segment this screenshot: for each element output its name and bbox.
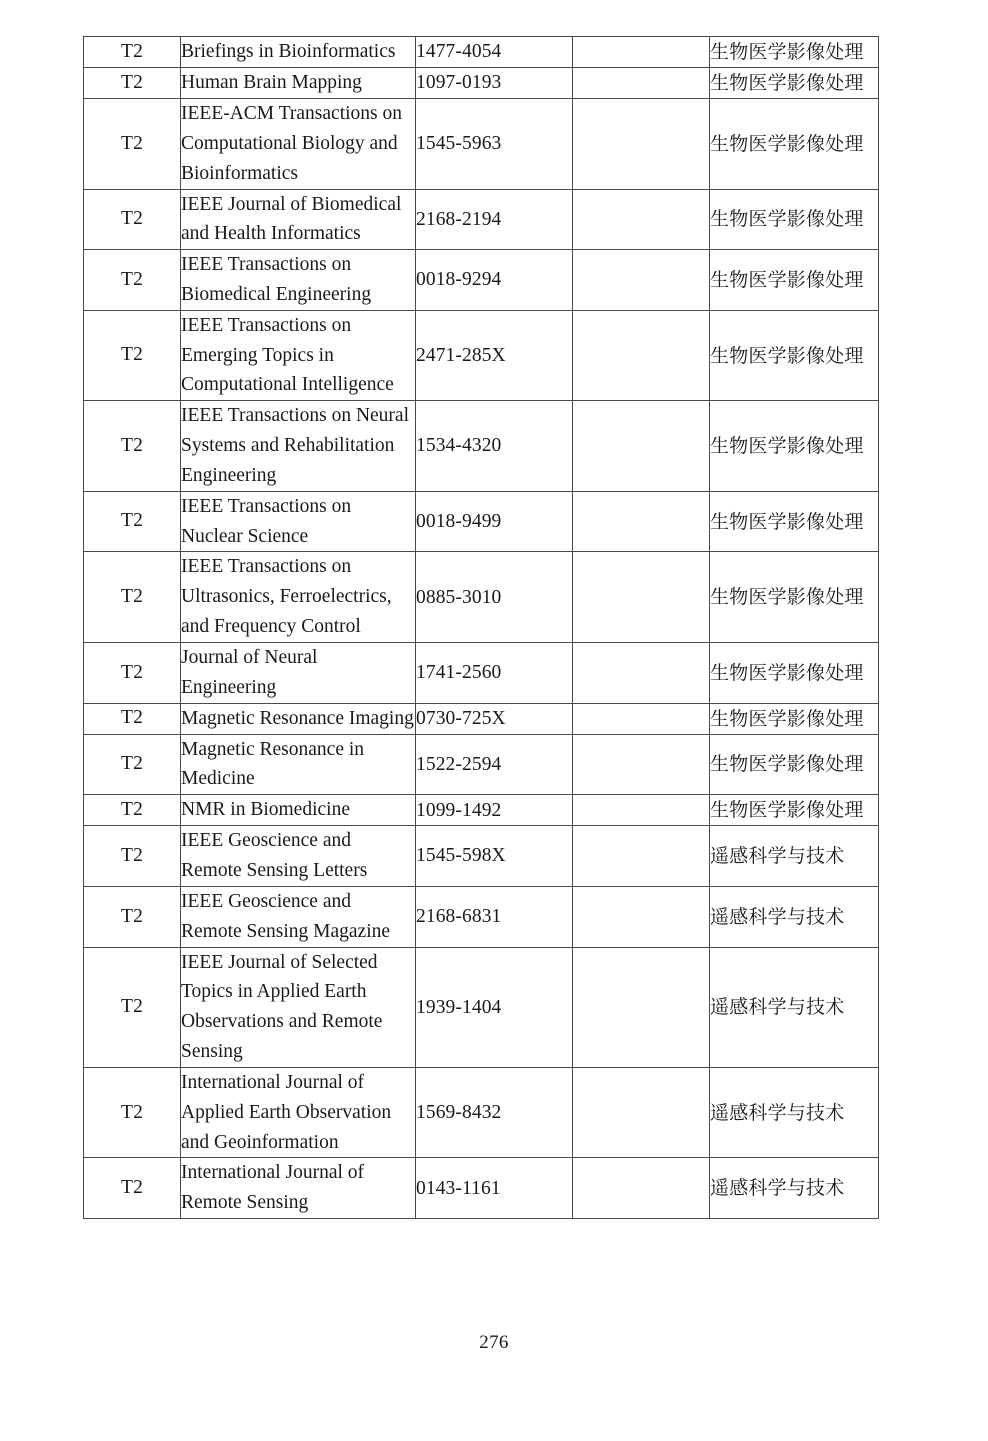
cell-tier: T2 xyxy=(84,552,181,642)
page-number: 276 xyxy=(479,1332,509,1353)
cell-category: 生物医学影像处理 xyxy=(710,552,879,642)
cell-category: 生物医学影像处理 xyxy=(710,99,879,189)
cell-journal-name: International Journal of Applied Earth Observation and Geoinformation xyxy=(181,1067,416,1157)
cell-issn: 2168-6831 xyxy=(416,886,573,947)
cell-issn: 1534-4320 xyxy=(416,401,573,491)
table-row xyxy=(84,1067,879,1157)
journal-list-table xyxy=(83,36,879,1219)
cell-tier: T2 xyxy=(84,1067,181,1157)
cell-empty xyxy=(573,68,710,99)
cell-category: 遥感科学与技术 xyxy=(710,1158,879,1219)
cell-empty xyxy=(573,1158,710,1219)
table-row xyxy=(84,1158,879,1219)
table-row xyxy=(84,642,879,703)
cell-tier: T2 xyxy=(84,1158,181,1219)
cell-issn: 1477-4054 xyxy=(416,37,573,68)
table-row xyxy=(84,401,879,491)
cell-empty xyxy=(573,795,710,826)
cell-tier: T2 xyxy=(84,37,181,68)
cell-tier: T2 xyxy=(84,250,181,311)
table-row xyxy=(84,189,879,250)
cell-journal-name: IEEE Transactions on Emerging Topics in Computational Intelligence xyxy=(181,310,416,400)
cell-category: 生物医学影像处理 xyxy=(710,734,879,795)
cell-category: 遥感科学与技术 xyxy=(710,886,879,947)
cell-tier: T2 xyxy=(84,310,181,400)
table-row xyxy=(84,703,879,734)
table-row xyxy=(84,491,879,552)
cell-journal-name: IEEE Transactions on Ultrasonics, Ferroelectrics, and Frequency Control xyxy=(181,552,416,642)
cell-tier: T2 xyxy=(84,189,181,250)
cell-empty xyxy=(573,947,710,1067)
cell-empty xyxy=(573,886,710,947)
cell-tier: T2 xyxy=(84,795,181,826)
cell-issn: 2168-2194 xyxy=(416,189,573,250)
cell-journal-name: Human Brain Mapping xyxy=(181,68,416,99)
cell-empty xyxy=(573,37,710,68)
table-row xyxy=(84,310,879,400)
cell-issn: 1939-1404 xyxy=(416,947,573,1067)
table-row xyxy=(84,947,879,1067)
cell-category: 遥感科学与技术 xyxy=(710,947,879,1067)
cell-empty xyxy=(573,1067,710,1157)
cell-journal-name: IEEE Transactions on Biomedical Engineering xyxy=(181,250,416,311)
cell-issn: 0018-9499 xyxy=(416,491,573,552)
table-row xyxy=(84,886,879,947)
cell-category: 生物医学影像处理 xyxy=(710,491,879,552)
cell-issn: 1545-598X xyxy=(416,826,573,887)
cell-category: 生物医学影像处理 xyxy=(710,68,879,99)
cell-tier: T2 xyxy=(84,947,181,1067)
cell-journal-name: IEEE Transactions on Nuclear Science xyxy=(181,491,416,552)
cell-empty xyxy=(573,552,710,642)
cell-journal-name: IEEE Journal of Biomedical and Health Informatics xyxy=(181,189,416,250)
table-row xyxy=(84,68,879,99)
cell-category: 生物医学影像处理 xyxy=(710,401,879,491)
cell-empty xyxy=(573,734,710,795)
cell-tier: T2 xyxy=(84,826,181,887)
cell-category: 遥感科学与技术 xyxy=(710,826,879,887)
cell-empty xyxy=(573,99,710,189)
cell-issn: 1097-0193 xyxy=(416,68,573,99)
cell-journal-name: IEEE Geoscience and Remote Sensing Letters xyxy=(181,826,416,887)
cell-empty xyxy=(573,250,710,311)
cell-tier: T2 xyxy=(84,99,181,189)
cell-issn: 0885-3010 xyxy=(416,552,573,642)
cell-issn: 1522-2594 xyxy=(416,734,573,795)
cell-issn: 0018-9294 xyxy=(416,250,573,311)
cell-empty xyxy=(573,310,710,400)
table-row xyxy=(84,250,879,311)
cell-journal-name: Magnetic Resonance in Medicine xyxy=(181,734,416,795)
cell-empty xyxy=(573,491,710,552)
cell-journal-name: Magnetic Resonance Imaging xyxy=(181,703,416,734)
cell-tier: T2 xyxy=(84,491,181,552)
cell-journal-name: IEEE Journal of Selected Topics in Applied Earth Observations and Remote Sensing xyxy=(181,947,416,1067)
cell-category: 生物医学影像处理 xyxy=(710,642,879,703)
cell-journal-name: Briefings in Bioinformatics xyxy=(181,37,416,68)
cell-empty xyxy=(573,189,710,250)
cell-category: 生物医学影像处理 xyxy=(710,37,879,68)
table-row xyxy=(84,795,879,826)
cell-journal-name: IEEE-ACM Transactions on Computational Biology and Bioinformatics xyxy=(181,99,416,189)
cell-tier: T2 xyxy=(84,734,181,795)
table-row xyxy=(84,37,879,68)
cell-empty xyxy=(573,401,710,491)
cell-empty xyxy=(573,826,710,887)
cell-issn: 0730-725X xyxy=(416,703,573,734)
cell-journal-name: Journal of Neural Engineering xyxy=(181,642,416,703)
table-row xyxy=(84,826,879,887)
cell-journal-name: IEEE Geoscience and Remote Sensing Magazine xyxy=(181,886,416,947)
cell-issn: 1569-8432 xyxy=(416,1067,573,1157)
cell-issn: 0143-1161 xyxy=(416,1158,573,1219)
cell-tier: T2 xyxy=(84,703,181,734)
cell-tier: T2 xyxy=(84,68,181,99)
cell-tier: T2 xyxy=(84,886,181,947)
table-row xyxy=(84,734,879,795)
cell-issn: 2471-285X xyxy=(416,310,573,400)
cell-empty xyxy=(573,642,710,703)
cell-issn: 1099-1492 xyxy=(416,795,573,826)
cell-journal-name: NMR in Biomedicine xyxy=(181,795,416,826)
cell-issn: 1741-2560 xyxy=(416,642,573,703)
cell-tier: T2 xyxy=(84,642,181,703)
table-row xyxy=(84,552,879,642)
cell-category: 生物医学影像处理 xyxy=(710,250,879,311)
table-row xyxy=(84,99,879,189)
cell-category: 遥感科学与技术 xyxy=(710,1067,879,1157)
cell-category: 生物医学影像处理 xyxy=(710,795,879,826)
cell-category: 生物医学影像处理 xyxy=(710,703,879,734)
cell-tier: T2 xyxy=(84,401,181,491)
cell-category: 生物医学影像处理 xyxy=(710,310,879,400)
cell-issn: 1545-5963 xyxy=(416,99,573,189)
cell-journal-name: IEEE Transactions on Neural Systems and Rehabilitation Engineering xyxy=(181,401,416,491)
table-body xyxy=(84,37,879,1219)
cell-category: 生物医学影像处理 xyxy=(710,189,879,250)
cell-journal-name: International Journal of Remote Sensing xyxy=(181,1158,416,1219)
cell-empty xyxy=(573,703,710,734)
